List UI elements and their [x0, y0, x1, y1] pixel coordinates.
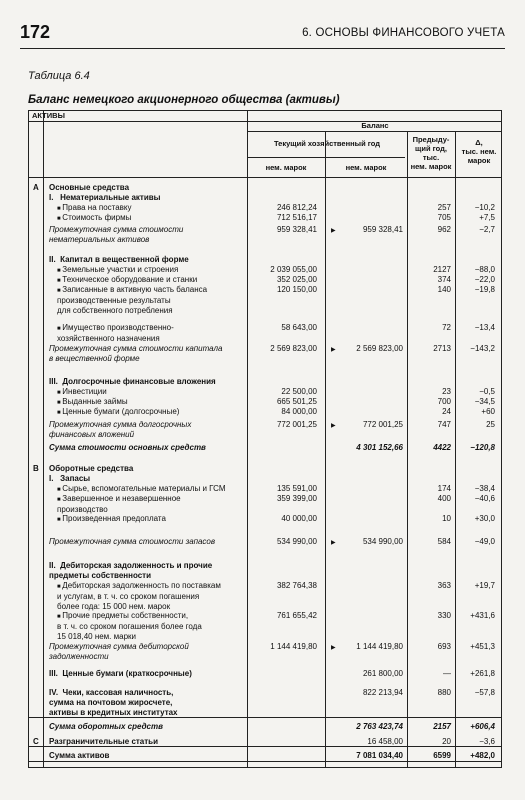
header-previous-year: Предыду- щий год, тыс. нем. марок — [410, 135, 452, 171]
cell-c1: 665 501,25 — [276, 397, 317, 406]
row-label: ■ Земельные участки и строения — [57, 265, 178, 276]
cell-c4: +451,3 — [470, 642, 495, 651]
cell-c4: −10,2 — [474, 203, 495, 212]
row-label: ■ Стоимость фирмы — [57, 213, 131, 224]
cell-c1: 22 500,00 — [281, 387, 317, 396]
cell-c3: 20 — [442, 737, 451, 746]
row-divider — [29, 746, 501, 747]
cell-c3: — — [443, 669, 451, 678]
cell-c1: 2 039 055,00 — [270, 265, 317, 274]
row-label: ■ Сырье, вспомогательные материалы и ГСМ — [57, 484, 226, 495]
cell-c4: +19,7 — [474, 581, 495, 590]
row-label: IV. Чеки, кассовая наличность, сумма на почтовом жиросчете, активы в кредитных институтах — [49, 688, 178, 717]
cell-c2: 1 144 419,80 — [356, 642, 403, 651]
row-label: ■ Права на поставку — [57, 203, 132, 214]
cell-c4: +482,0 — [470, 751, 495, 760]
cell-c4: −19,8 — [474, 285, 495, 294]
row-label: Сумма стоимости основных средств — [49, 443, 206, 452]
cell-c3: 4422 — [433, 443, 451, 452]
section-letter: A — [33, 183, 39, 192]
cell-c3: 24 — [442, 407, 451, 416]
cell-c4: −34,5 — [474, 397, 495, 406]
row-label: Промежуточная сумма стоимости капитала в вещественной форме — [49, 344, 223, 363]
cell-c1: 359 399,00 — [276, 494, 317, 503]
cell-c3: 257 — [437, 203, 451, 212]
cell-c2: 2 763 423,74 — [356, 722, 403, 731]
header-nem-marok-2: нем. марок — [345, 163, 387, 172]
section-letter: C — [33, 737, 39, 746]
cell-c4: +60 — [481, 407, 495, 416]
cell-c4: +261,8 — [470, 669, 495, 678]
cell-c1: 534 990,00 — [276, 537, 317, 546]
row-label: I. Нематериальные активы — [49, 193, 161, 202]
row-label: Сумма оборотных средств — [49, 722, 163, 731]
cell-c3: 400 — [437, 494, 451, 503]
cell-c3: 23 — [442, 387, 451, 396]
cell-c4: +431,6 — [470, 611, 495, 620]
cell-c4: −57,8 — [474, 688, 495, 697]
arrow-icon: ▶ — [331, 347, 336, 353]
header-balans: Баланс — [361, 121, 389, 130]
cell-c3: 705 — [437, 213, 451, 222]
cell-c4: 25 — [486, 420, 495, 429]
row-label: II. Дебиторская задолженность и прочие предметы собственности — [49, 561, 213, 580]
header-delta: Δ, тыс. нем. марок — [461, 138, 497, 165]
row-label: ■ Инвестиции — [57, 387, 107, 398]
cell-c1: 84 000,00 — [281, 407, 317, 416]
cell-c3: 363 — [437, 581, 451, 590]
arrow-icon: ▶ — [331, 540, 336, 546]
cell-c3: 880 — [437, 688, 451, 697]
cell-c4: +606,4 — [470, 722, 495, 731]
cell-c2: 7 081 034,40 — [356, 751, 403, 760]
cell-c4: −120,8 — [470, 443, 495, 452]
row-label: II. Капитал в вещественной форме — [49, 255, 189, 264]
row-label: ■ Прочие предметы собственности, в т. ч. со сроком погашения более года 15 018,40 нем. марки — [57, 611, 202, 642]
cell-c2: 534 990,00 — [362, 537, 403, 546]
row-label: Промежуточная сумма стоимости запасов — [49, 537, 216, 546]
cell-c4: −38,4 — [474, 484, 495, 493]
cell-c4: −40,6 — [474, 494, 495, 503]
cell-c2: 959 328,41 — [362, 225, 403, 234]
cell-c4: +30,0 — [474, 514, 495, 523]
row-label: Разграничительные статьи — [49, 737, 159, 746]
row-label: ■ Завершенное и незавершенное производство — [57, 494, 181, 515]
cell-c4: −13,4 — [474, 323, 495, 332]
section-letter: B — [33, 464, 39, 473]
cell-c4: −22,0 — [474, 275, 495, 284]
cell-c3: 2157 — [433, 722, 451, 731]
cell-c1: 1 144 419,80 — [270, 642, 317, 651]
chapter-title: 6. ОСНОВЫ ФИНАНСОВОГО УЧЕТА — [302, 27, 505, 39]
cell-c1: 382 764,38 — [276, 581, 317, 590]
row-label: ■ Произведенная предоплата — [57, 514, 166, 525]
arrow-icon: ▶ — [331, 645, 336, 651]
row-label: III. Ценные бумаги (краткосрочные) — [49, 669, 192, 678]
cell-c3: 2127 — [433, 265, 451, 274]
cell-c1: 761 655,42 — [276, 611, 317, 620]
cell-c2: 261 800,00 — [362, 669, 403, 678]
header-current-year: Текущий хозяйственный год — [273, 139, 381, 148]
cell-c1: 352 025,00 — [276, 275, 317, 284]
cell-c1: 120 150,00 — [276, 285, 317, 294]
cell-c3: 700 — [437, 397, 451, 406]
cell-c2: 772 001,25 — [362, 420, 403, 429]
balance-table — [28, 110, 502, 768]
header-nem-marok-1: нем. марок — [265, 163, 307, 172]
row-label: Сумма активов — [49, 751, 110, 760]
cell-c2: 2 569 823,00 — [356, 344, 403, 353]
table-caption: Таблица 6.4 — [28, 70, 90, 82]
row-label: Оборотные средства — [49, 464, 134, 473]
cell-c3: 6599 — [433, 751, 451, 760]
cell-c1: 58 643,00 — [281, 323, 317, 332]
cell-c3: 747 — [437, 420, 451, 429]
cell-c1: 40 000,00 — [281, 514, 317, 523]
cell-c3: 374 — [437, 275, 451, 284]
cell-c3: 72 — [442, 323, 451, 332]
cell-c4: −49,0 — [474, 537, 495, 546]
cell-c4: −2,7 — [479, 225, 495, 234]
cell-c3: 962 — [437, 225, 451, 234]
row-label: I. Запасы — [49, 474, 91, 483]
cell-c3: 174 — [437, 484, 451, 493]
cell-c3: 693 — [437, 642, 451, 651]
cell-c4: +7,5 — [479, 213, 495, 222]
row-label: Промежуточная сумма стоимости нематериальных активов — [49, 225, 184, 244]
cell-c4: −0,5 — [479, 387, 495, 396]
cell-c1: 135 591,00 — [276, 484, 317, 493]
row-label: III. Долгосрочные финансовые вложения — [49, 377, 216, 386]
row-divider — [29, 717, 501, 718]
cell-c3: 2713 — [433, 344, 451, 353]
row-label: ■ Имущество производственно- хозяйственного назначения — [57, 323, 174, 344]
row-label: Основные средства — [49, 183, 130, 192]
cell-c2: 16 458,00 — [367, 737, 403, 746]
cell-c1: 246 812,24 — [276, 203, 317, 212]
page-header — [20, 18, 505, 49]
cell-c3: 10 — [442, 514, 451, 523]
cell-c4: −3,6 — [479, 737, 495, 746]
arrow-icon: ▶ — [331, 423, 336, 429]
row-label: ■ Техническое оборудование и станки — [57, 275, 197, 286]
cell-c4: −143,2 — [470, 344, 495, 353]
row-label: ■ Ценные бумаги (долгосрочные) — [57, 407, 179, 418]
cell-c3: 584 — [437, 537, 451, 546]
cell-c1: 2 569 823,00 — [270, 344, 317, 353]
cell-c1: 772 001,25 — [276, 420, 317, 429]
row-label: Промежуточная сумма дебиторской задолженности — [49, 642, 189, 661]
cell-c4: −88,0 — [474, 265, 495, 274]
arrow-icon: ▶ — [331, 228, 336, 234]
row-label: ■ Дебиторская задолженность по поставкам и услугам, в т. ч. со сроком погашения более года: 15 000 нем. марок — [57, 581, 221, 612]
row-divider — [29, 761, 501, 762]
cell-c3: 330 — [437, 611, 451, 620]
cell-c2: 822 213,94 — [362, 688, 403, 697]
header-aktivy: АКТИВЫ — [32, 111, 65, 120]
table-title: Баланс немецкого акционерного общества (активы) — [28, 94, 340, 106]
cell-c2: 4 301 152,66 — [356, 443, 403, 452]
cell-c3: 140 — [437, 285, 451, 294]
cell-c1: 959 328,41 — [276, 225, 317, 234]
row-label: ■ Записанные в активную часть баланса производственные результаты для собственного потребления — [57, 285, 207, 316]
row-label: ■ Выданные займы — [57, 397, 128, 408]
cell-c1: 712 516,17 — [276, 213, 317, 222]
row-label: Промежуточная сумма долгосрочных финансовых вложений — [49, 420, 192, 439]
page-number: 172 — [20, 22, 51, 42]
